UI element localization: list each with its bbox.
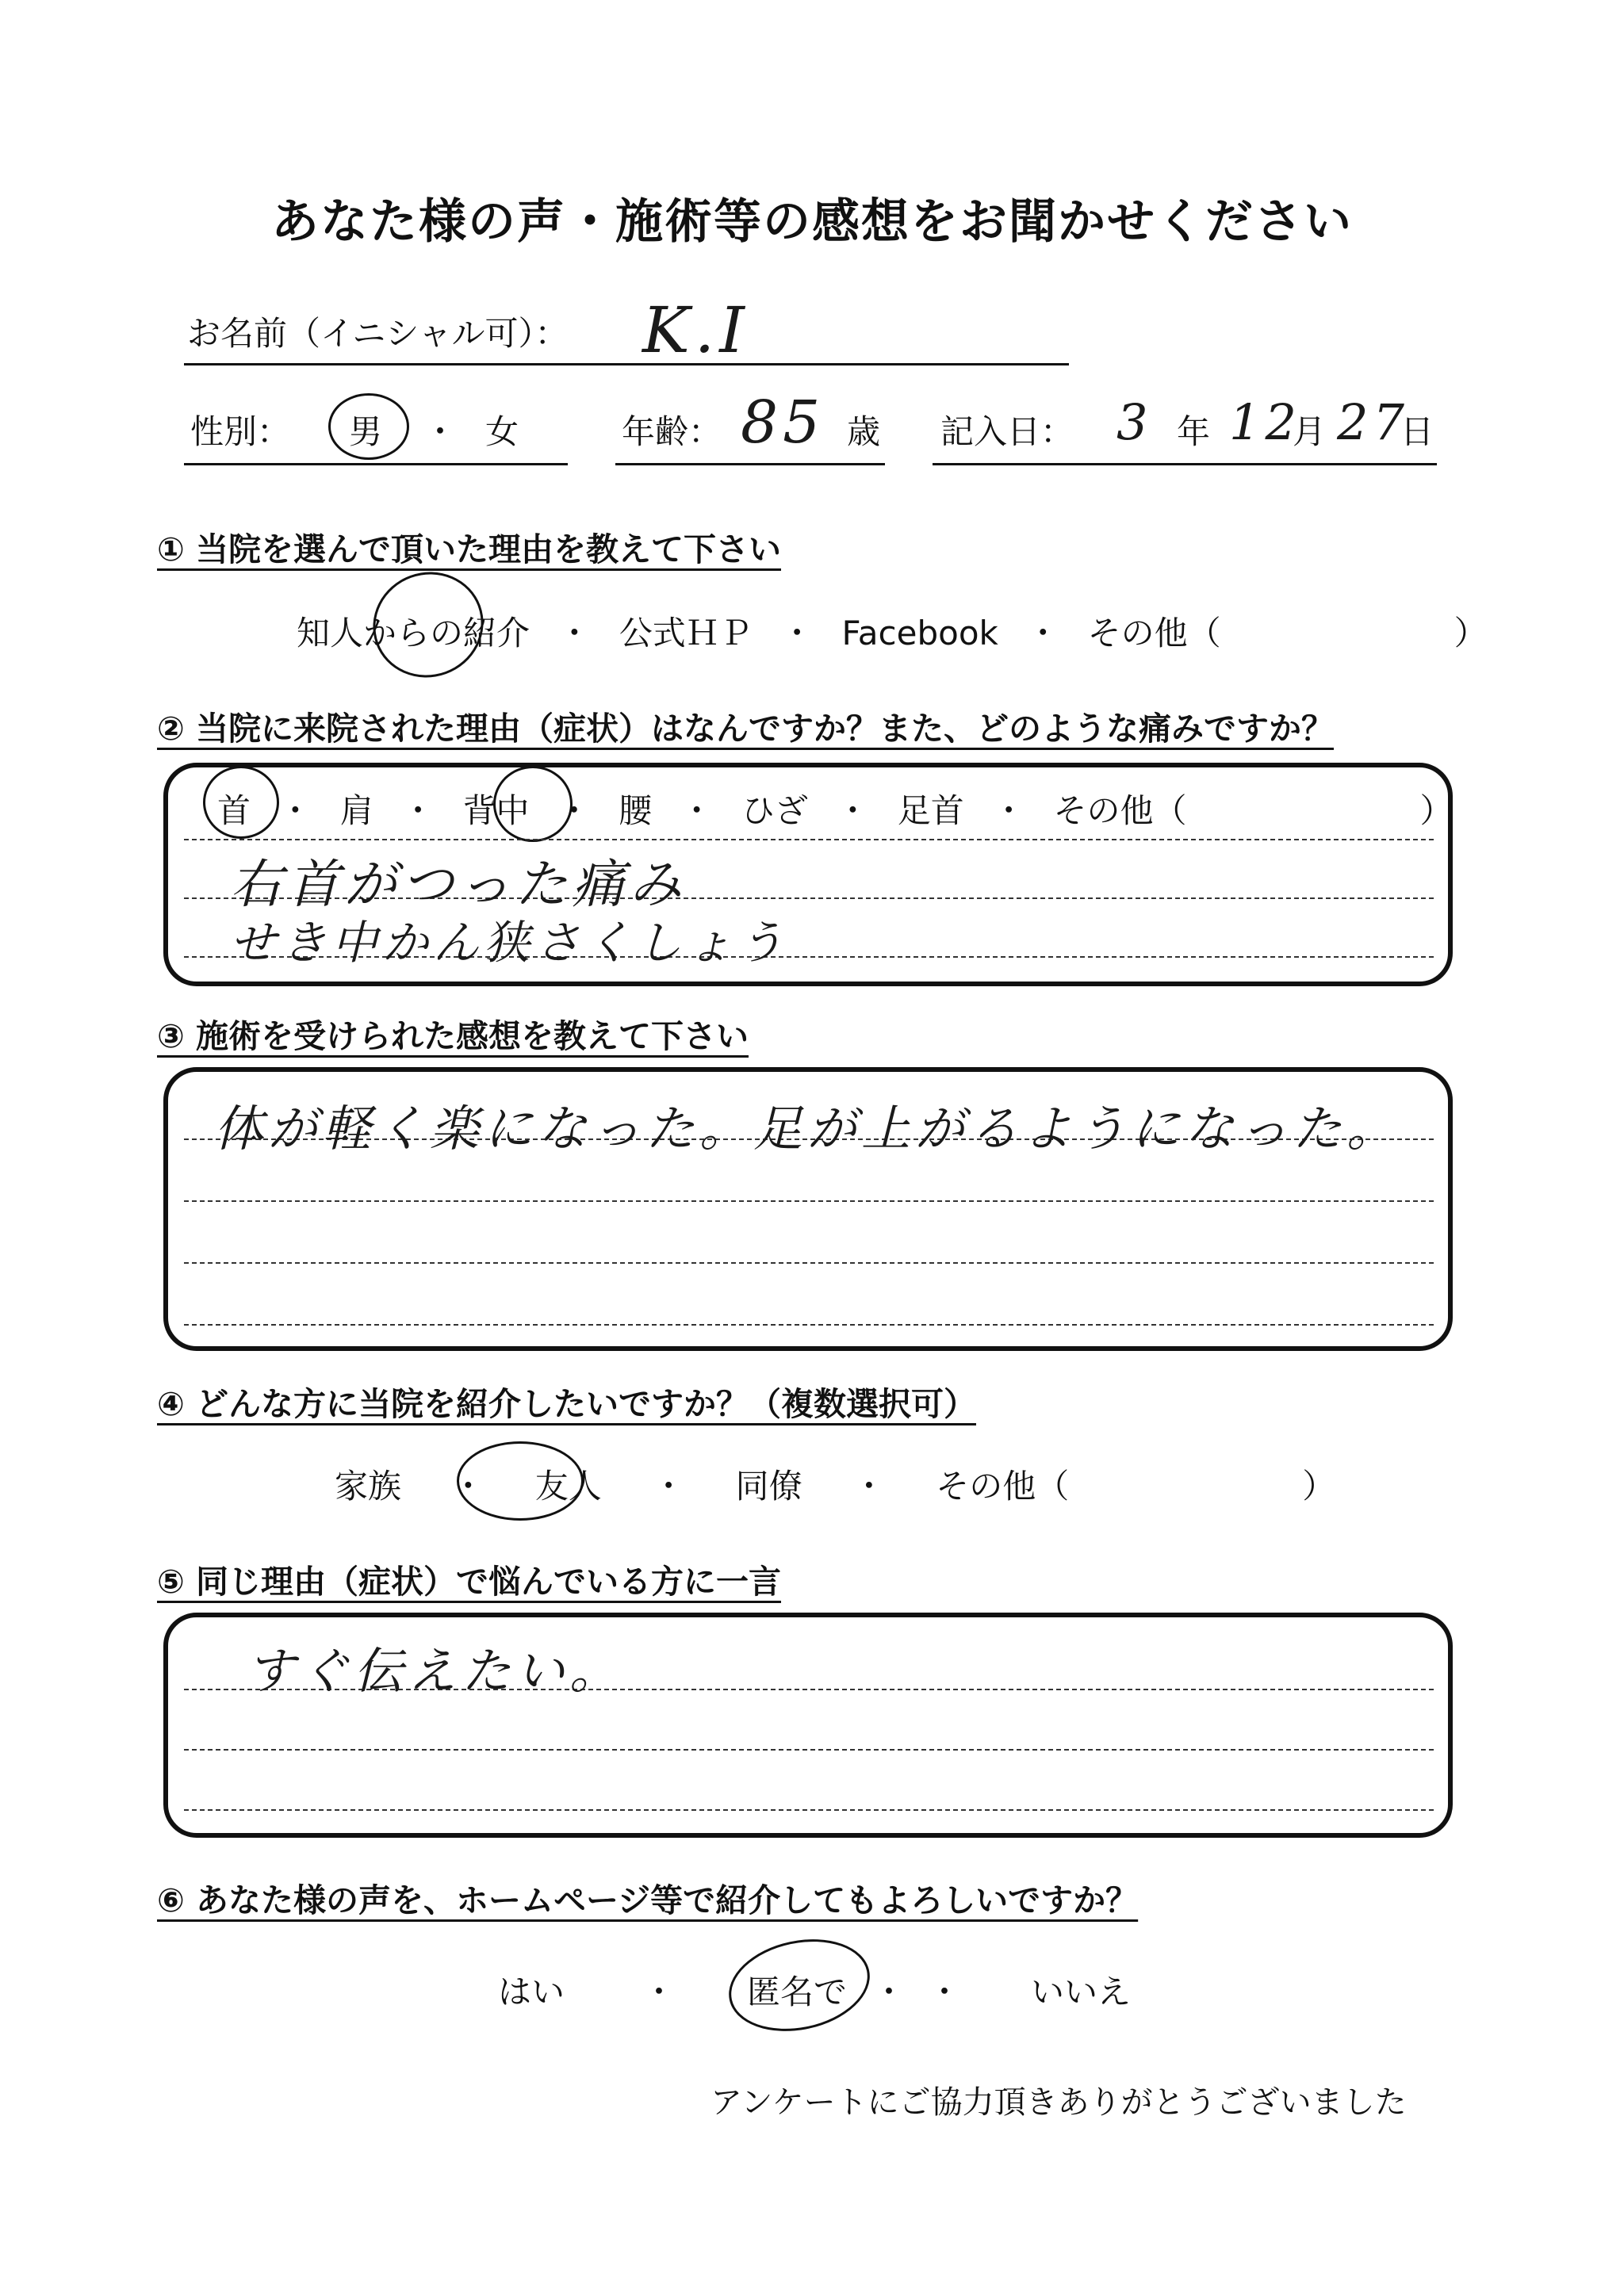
q5-ruled-line <box>184 1809 1434 1811</box>
name-underline <box>184 363 1069 365</box>
gender-underline <box>184 463 568 465</box>
gender-selected-circle <box>328 393 409 460</box>
date-label: 記入日： <box>940 412 1074 451</box>
q2-selected-circle-neck <box>203 766 279 839</box>
age-unit: 歳 <box>847 412 881 451</box>
q4-sep: ・ <box>852 1467 886 1506</box>
q2-option-other: その他（ ） <box>1053 791 1454 830</box>
date-underline <box>933 463 1437 465</box>
q5-heading: ⑤ 同じ理由（症状）で悩んでいる方に一言 <box>157 1563 781 1601</box>
page-title: あなた様の声・施術等の感想をお聞かせください <box>271 194 1353 250</box>
q1-option-facebook: Facebook <box>841 614 998 652</box>
q6-heading: ⑥ あなた様の声を、ホームページ等で紹介してもよろしいですか？ <box>157 1881 1139 1919</box>
q6-option-yes: はい <box>498 1973 565 2011</box>
q2-option-back: 背中 <box>462 791 530 830</box>
gender-male: 男 <box>349 412 383 451</box>
q1-option-website: 公式ＨＰ <box>619 614 753 652</box>
q2-sep: ・ <box>401 791 435 830</box>
gender-female: 女 <box>485 412 519 451</box>
age-label: 年齢： <box>622 412 722 451</box>
q2-sep: ・ <box>836 791 870 830</box>
q6-option-anonymous: 匿名で <box>747 1973 848 2011</box>
q6-sep: ・ <box>642 1973 676 2011</box>
q5-ruled-line <box>184 1749 1434 1751</box>
date-year-unit: 年 <box>1177 412 1211 451</box>
q2-heading: ② 当院に来院された理由（症状）はなんですか？また、どのような痛みですか？ <box>157 710 1334 748</box>
q2-sep: ・ <box>680 791 714 830</box>
age-underline <box>615 463 885 465</box>
date-month-unit: 月 <box>1293 412 1327 451</box>
gender-separator: ・ <box>423 412 458 451</box>
date-day-unit: 日 <box>1400 412 1434 451</box>
q6-option-no: いいえ <box>1031 1973 1132 2011</box>
q2-options <box>217 785 1454 832</box>
date-month: 12 <box>1229 393 1301 451</box>
name-value: K.I <box>642 293 749 367</box>
q4-sep: ・ <box>451 1467 485 1506</box>
q2-sep: ・ <box>278 791 312 830</box>
gender-label: 性別： <box>190 412 291 451</box>
name-label: お名前（イニシャル可）： <box>187 314 569 353</box>
age-value: 85 <box>741 388 825 457</box>
q6-selected-circle <box>720 1927 878 2044</box>
q2-ruled-line <box>184 839 1434 840</box>
q1-option-referral: 知人からの紹介 <box>297 614 530 652</box>
q4-option-other: その他（ ） <box>936 1467 1336 1506</box>
q2-answer-line2: せき中かん狭さくしょう <box>230 916 789 970</box>
q4-option-colleague: 同僚 <box>735 1467 802 1506</box>
q1-heading: ① 当院を選んで頂いた理由を教えて下さい <box>157 530 781 568</box>
q3-answer-line1: 体が軽く楽になった。足が上がるようになった。 <box>214 1100 1401 1158</box>
q2-option-ankle: 足首 <box>897 791 964 830</box>
q5-answer-line1: すぐ伝えたい。 <box>246 1642 624 1700</box>
q4-heading: ④ どんな方に当院を紹介したいですか？（複数選択可） <box>157 1385 976 1423</box>
q6-sep: ・ <box>872 1973 906 2011</box>
q2-option-shoulder: 肩 <box>339 791 373 830</box>
q4-selected-circle <box>457 1441 584 1521</box>
q1-selected-circle <box>358 557 499 693</box>
date-day: 27 <box>1337 393 1409 451</box>
q4-sep: ・ <box>652 1467 686 1506</box>
q2-option-lower-back: 腰 <box>619 791 653 830</box>
q3-ruled-line <box>184 1200 1434 1202</box>
q4-option-friend: 友人 <box>534 1467 602 1506</box>
q3-ruled-line <box>184 1262 1434 1264</box>
q1-sep: ・ <box>1026 614 1060 652</box>
q3-heading: ③ 施術を受けられた感想を教えて下さい <box>157 1017 749 1055</box>
q6-sep: ・ <box>928 1973 962 2011</box>
q2-sep: ・ <box>557 791 591 830</box>
q2-option-knee: ひざ <box>741 791 809 830</box>
date-year: 3 <box>1116 393 1153 451</box>
q1-option-other: その他（ ） <box>1087 614 1488 652</box>
q2-sep: ・ <box>992 791 1026 830</box>
q1-sep: ・ <box>780 614 814 652</box>
q1-sep: ・ <box>557 614 592 652</box>
q4-option-family: 家族 <box>335 1467 402 1506</box>
q2-selected-circle-lower-back <box>493 766 573 842</box>
thanks-message: アンケートにご協力頂きありがとうございました <box>710 2084 1407 2121</box>
q2-answer-line1: 右首がつった痛み <box>230 854 687 915</box>
q3-ruled-line <box>184 1324 1434 1326</box>
q2-option-neck: 首 <box>217 791 251 830</box>
